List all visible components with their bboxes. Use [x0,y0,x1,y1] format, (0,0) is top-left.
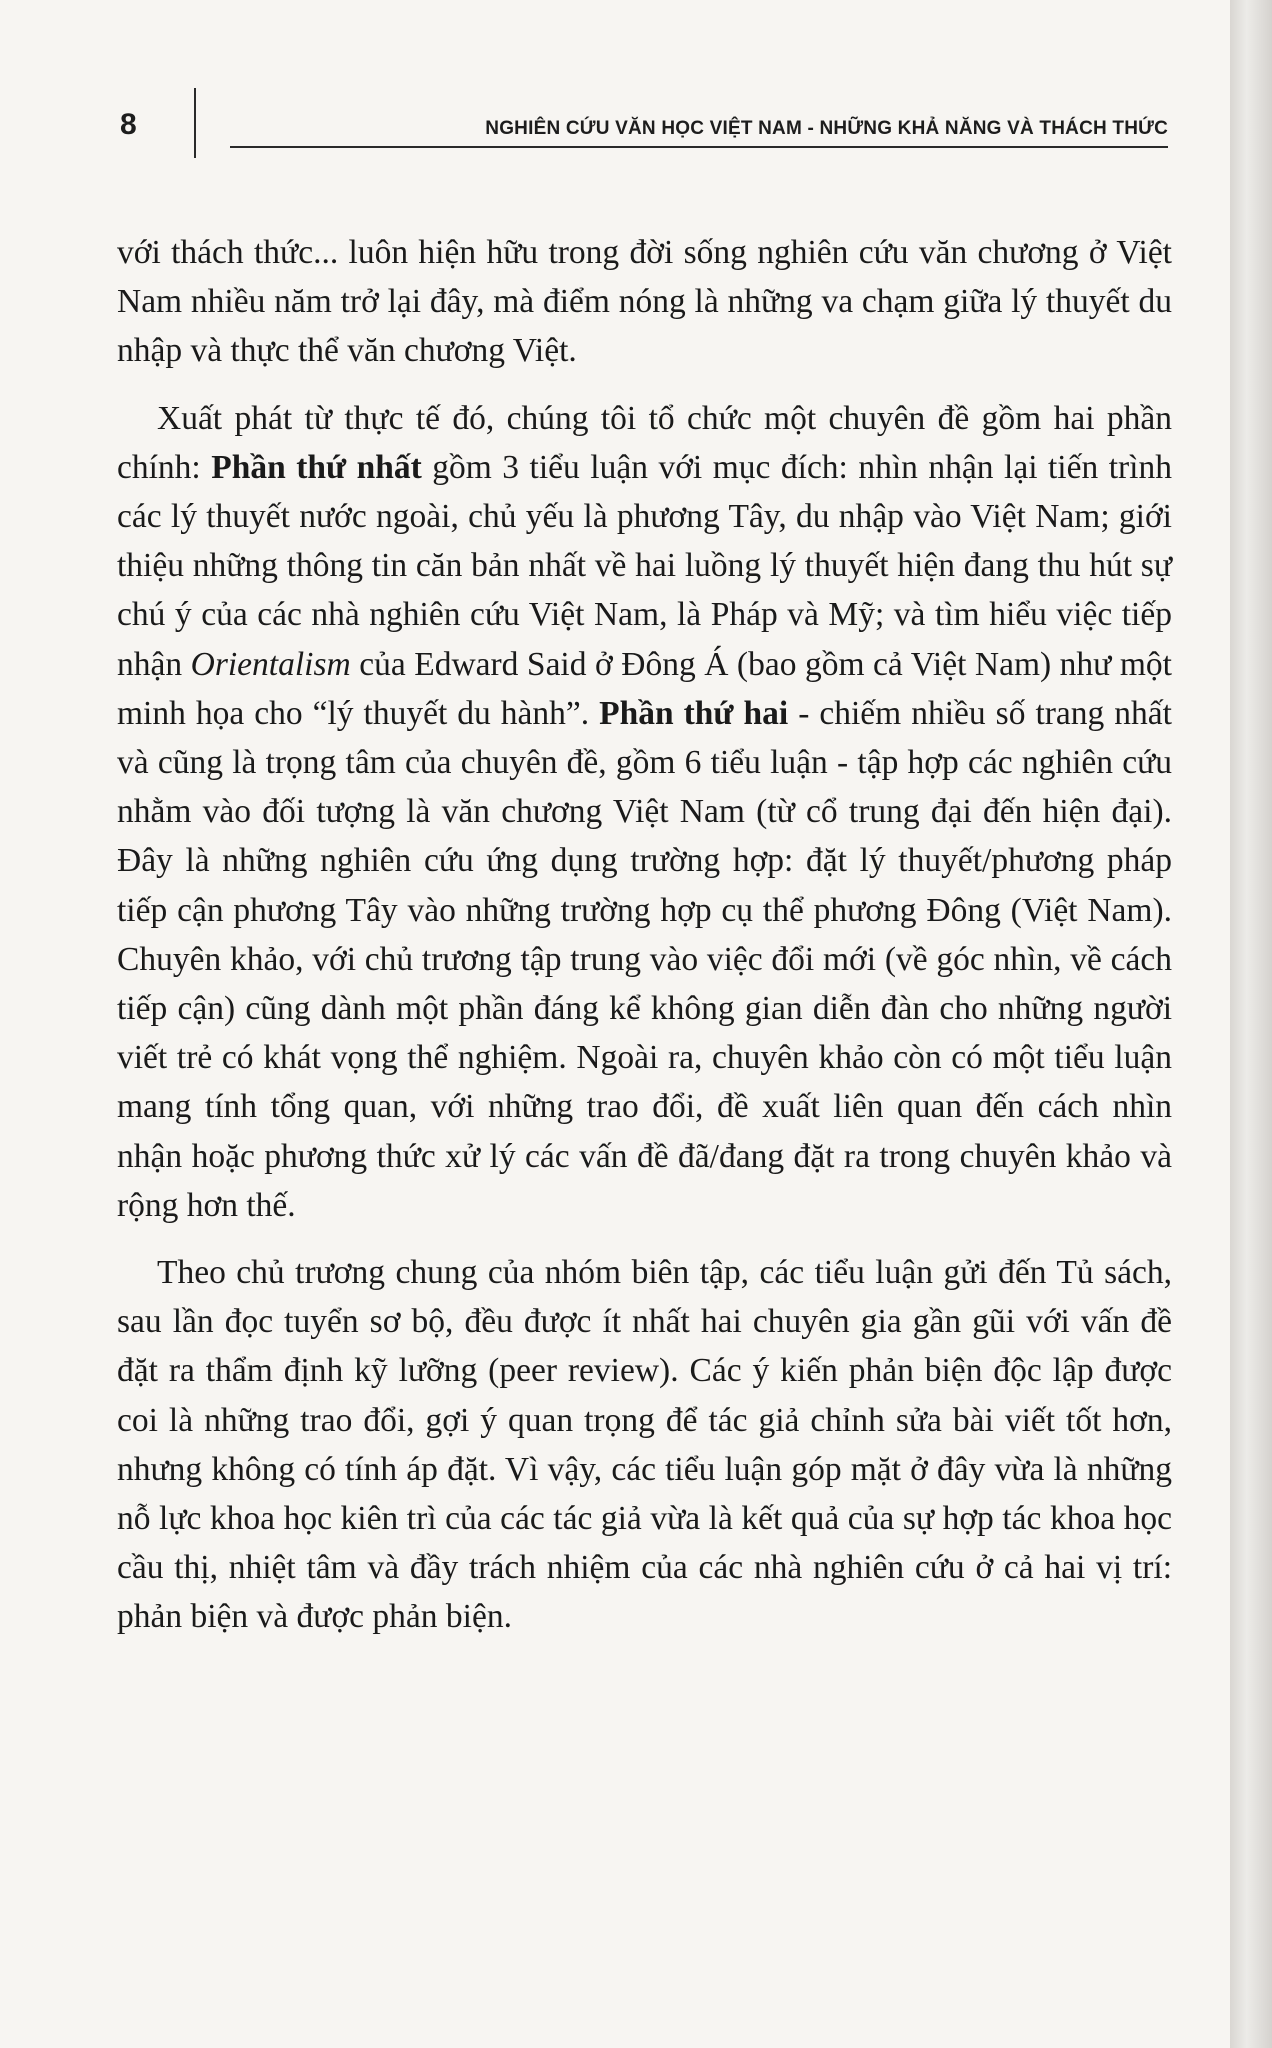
header-divider-vertical [194,88,196,158]
paragraph-3: Theo chủ trương chung của nhóm biên tập, các tiểu luận gửi đến Tủ sách, sau lần đọc tuyển sơ bộ, đều được ít nhất hai chuyên gia gần gũi với vấn đề đặt ra thẩm định kỹ lưỡng (peer review). Các ý kiến phản biện độc lập được coi là những trao đổi, gợi ý quan trọng để tác giả chỉnh sửa bài viết tốt hơn, nhưng không có tính áp đặt. Vì vậy, các tiểu luận góp mặt ở đây vừa là những nỗ lực khoa học kiên trì của các tác giả vừa là kết quả của sự hợp tác khoa học cầu thị, nhiệt tâm và đầy trách nhiệm của các nhà nghiên cứu ở cả hai vị trí: phản biện và được phản biện. [117,1254,1172,1636]
paragraph-1: với thách thức... luôn hiện hữu trong đời sống nghiên cứu văn chương ở Việt Nam nhiều năm trở lại đây, mà điểm nóng là những va chạm giữa lý thuyết du nhập và thực thể văn chương Việt. [117,234,1172,370]
body-text [117,228,1172,1660]
paragraph-2-text-1: Xuất phát từ thực tế đó, chúng tôi tổ chức một chuyên đề gồm hai phần chính: [117,399,1172,486]
page-number: 8 [120,108,137,141]
paragraph-2 [117,394,1172,1230]
paragraph-2-bold-part-two: Phần thứ hai [599,694,789,732]
page-edge [1230,0,1272,2048]
running-title: NGHIÊN CỨU VĂN HỌC VIỆT NAM - NHỮNG KHẢ NĂNG VÀ THÁCH THỨC [485,118,1168,139]
paragraph-2-text-3: của Edward Said ở Đông Á (bao gồm cả Việt Nam) như một minh họa cho “lý thuyết du hành”. [117,645,1172,732]
page-header [0,0,1230,190]
header-rule [230,146,1168,148]
paragraph-2-italic-orientalism: Orientalism [190,645,351,683]
paragraph-2-text-2: gồm 3 tiểu luận với mục đích: nhìn nhận lại tiến trình các lý thuyết nước ngoài, chủ yếu là phương Tây, du nhập vào Việt Nam; giới thiệu những thông tin căn bản nhất về hai luồng lý thuyết hiện đang thu hút sự chú ý của các nhà nghiên cứu Việt Nam, là Pháp và Mỹ; và tìm hiểu việc tiếp nhận [117,448,1172,683]
paragraph-2-bold-part-one: Phần thứ nhất [211,448,422,486]
paragraph-2-text-4: - chiếm nhiều số trang nhất và cũng là trọng tâm của chuyên đề, gồm 6 tiểu luận - tập hợp các nghiên cứu nhằm vào đối tượng là văn chương Việt Nam (từ cổ trung đại đến hiện đại). Đây là những nghiên cứu ứng dụng trường hợp: đặt lý thuyết/phương pháp tiếp cận phương Tây vào những trường hợp cụ thể phương Đông (Việt Nam). Chuyên khảo, với chủ trương tập trung vào việc đổi mới (về góc nhìn, về cách tiếp cận) cũng dành một phần đáng kể không gian diễn đàn cho những người viết trẻ có khát vọng thể nghiệm. Ngoài ra, chuyên khảo còn có một tiểu luận mang tính tổng quan, với những trao đổi, đề xuất liên quan đến cách nhìn nhận hoặc phương thức xử lý các vấn đề đã/đang đặt ra trong chuyên khảo và rộng hơn thế. [117,694,1172,1224]
